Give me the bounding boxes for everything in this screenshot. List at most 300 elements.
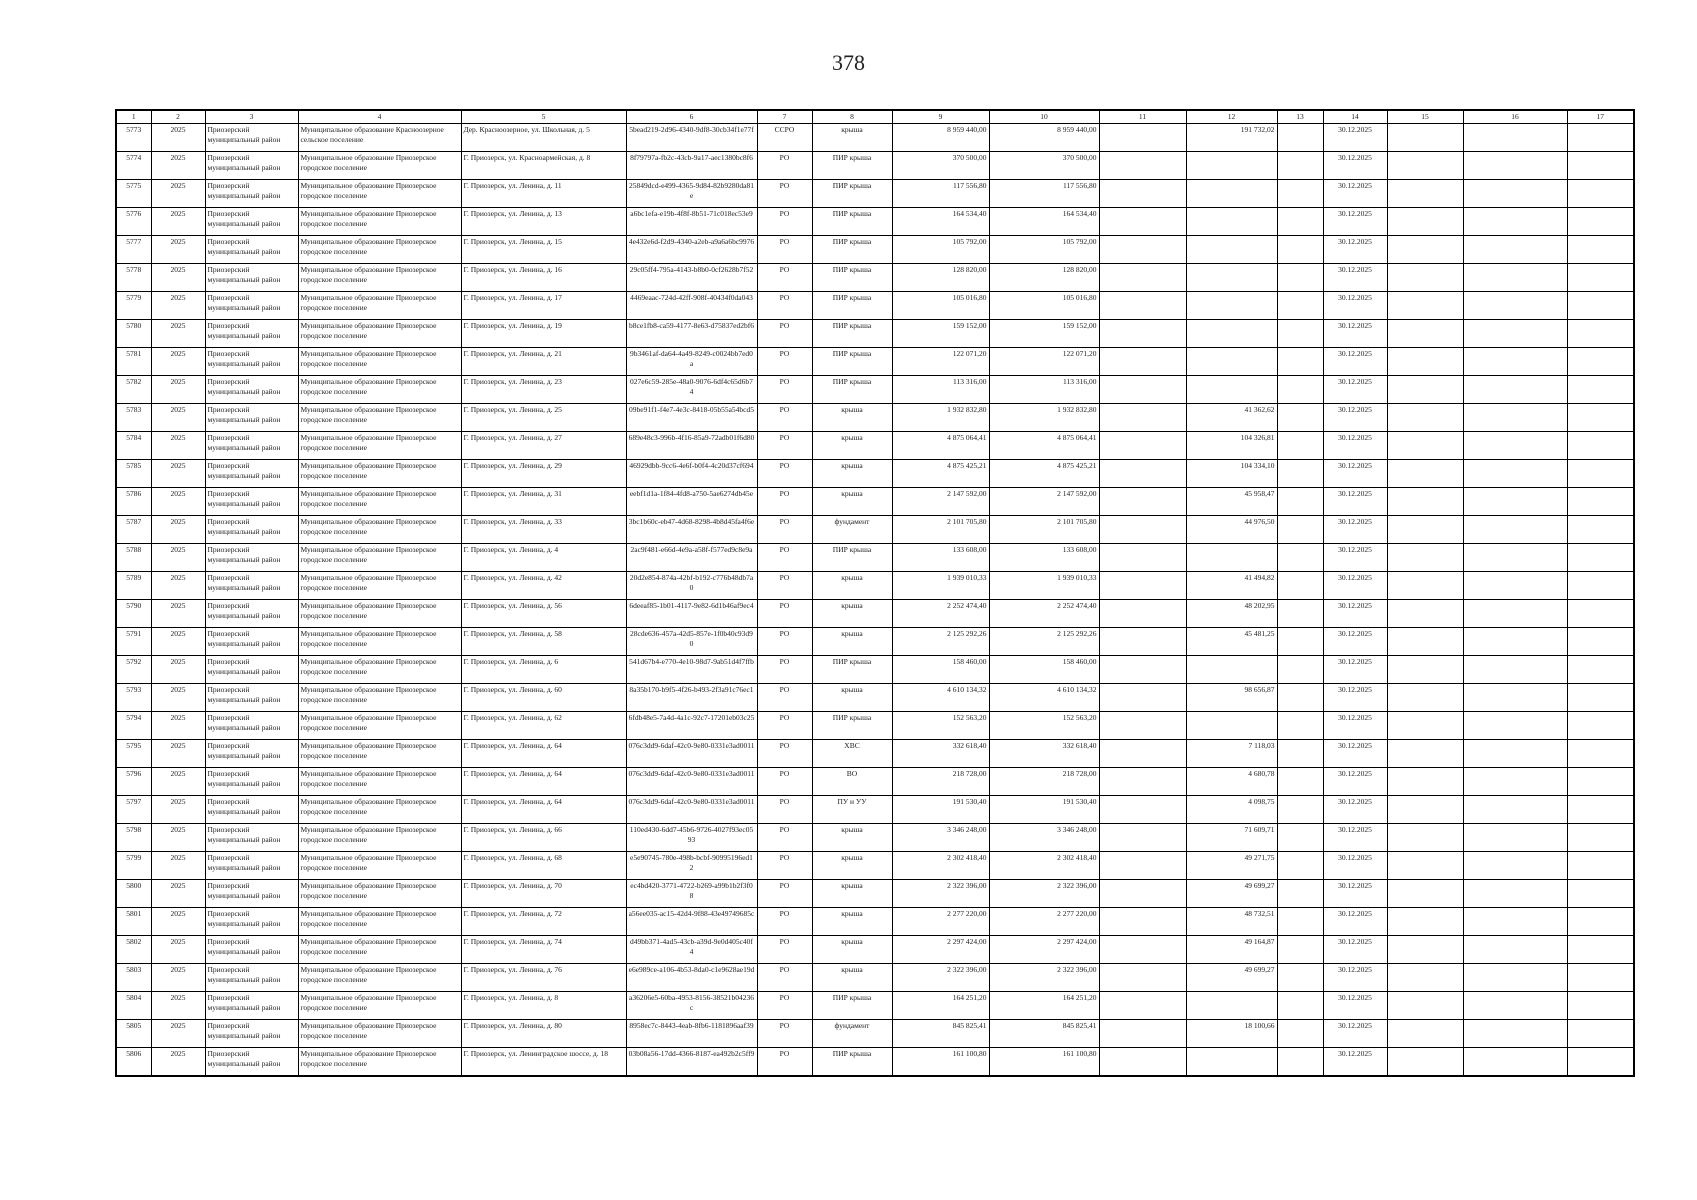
cell-col-16: [1463, 544, 1567, 572]
cell-cost-total: 1 932 832,80: [892, 404, 989, 432]
cell-type: РО: [757, 600, 812, 628]
cell-cost-col-11: [1099, 572, 1186, 600]
table-row: [116, 880, 1634, 908]
cell-year: 2025: [151, 124, 205, 152]
cell-cost-col-12: 71 609,71: [1186, 824, 1277, 852]
cell-type: РО: [757, 1020, 812, 1048]
cell-cost-col-12: [1186, 348, 1277, 376]
column-header-16: 16: [1463, 110, 1567, 124]
cell-address: Г. Приозерск, ул. Ленина, д. 64: [461, 796, 626, 824]
cell-cost-total: 4 875 064,41: [892, 432, 989, 460]
cell-municipality: Муниципальное образование Приозерское городское поселение: [298, 880, 461, 908]
cell-cost-col-13: [1277, 264, 1323, 292]
cell-cost-total: 845 825,41: [892, 1020, 989, 1048]
cell-cost-fund: 4 875 064,41: [989, 432, 1099, 460]
cell-col-16: [1463, 880, 1567, 908]
cell-municipality: Муниципальное образование Приозерское городское поселение: [298, 544, 461, 572]
cell-cost-total: 2 101 705,80: [892, 516, 989, 544]
cell-type: РО: [757, 516, 812, 544]
table-row: [116, 488, 1634, 516]
cell-cost-total: 133 608,00: [892, 544, 989, 572]
cell-col-17: [1567, 936, 1634, 964]
table-row: [116, 712, 1634, 740]
table-row: [116, 628, 1634, 656]
cell-municipality: Муниципальное образование Приозерское городское поселение: [298, 516, 461, 544]
cell-cost-col-12: [1186, 208, 1277, 236]
cell-year: 2025: [151, 880, 205, 908]
cell-cost-col-12: 45 481,25: [1186, 628, 1277, 656]
cell-district: Приозерский муниципальный район: [205, 208, 298, 236]
column-header-5: 5: [461, 110, 626, 124]
cell-cost-col-11: [1099, 376, 1186, 404]
cell-cost-col-12: 48 202,95: [1186, 600, 1277, 628]
cell-cost-col-11: [1099, 404, 1186, 432]
cell-cost-total: 370 500,00: [892, 152, 989, 180]
table-row: [116, 740, 1634, 768]
cell-work-type: ПИР крыша: [812, 152, 892, 180]
cell-type: РО: [757, 236, 812, 264]
cell-work-type: крыша: [812, 432, 892, 460]
cell-row-number: 5774: [116, 152, 151, 180]
cell-municipality: Муниципальное образование Приозерское городское поселение: [298, 404, 461, 432]
cell-col-17: [1567, 348, 1634, 376]
cell-cost-col-11: [1099, 656, 1186, 684]
cell-cost-col-12: 41 494,82: [1186, 572, 1277, 600]
cell-cost-col-12: 48 732,51: [1186, 908, 1277, 936]
cell-house-guid: 3bc1b60c-eb47-4d68-8298-4b8d45fa4f6e: [626, 516, 757, 544]
cell-cost-fund: 133 608,00: [989, 544, 1099, 572]
cell-year: 2025: [151, 600, 205, 628]
cell-col-17: [1567, 152, 1634, 180]
cell-col-16: [1463, 404, 1567, 432]
cell-col-17: [1567, 460, 1634, 488]
cell-cost-total: 159 152,00: [892, 320, 989, 348]
cell-district: Приозерский муниципальный район: [205, 376, 298, 404]
table-row: [116, 600, 1634, 628]
cell-house-guid: d49bb371-4ad5-43cb-a39d-9e0d405c40f4: [626, 936, 757, 964]
cell-col-15: [1387, 852, 1463, 880]
cell-cost-col-11: [1099, 348, 1186, 376]
cell-type: РО: [757, 152, 812, 180]
cell-house-guid: 076c3dd9-6daf-42c0-9e80-0331e3ad0011: [626, 740, 757, 768]
cell-cost-total: 122 071,20: [892, 348, 989, 376]
cell-cost-col-11: [1099, 488, 1186, 516]
cell-row-number: 5802: [116, 936, 151, 964]
cell-house-guid: a36206e5-60ba-4953-8156-38521b04236c: [626, 992, 757, 1020]
cell-col-15: [1387, 152, 1463, 180]
cell-district: Приозерский муниципальный район: [205, 516, 298, 544]
cell-deadline-date: 30.12.2025: [1323, 852, 1387, 880]
cell-house-guid: 4e432e6d-f2d9-4340-a2eb-a9a6a6bc9976: [626, 236, 757, 264]
cell-deadline-date: 30.12.2025: [1323, 208, 1387, 236]
column-header-15: 15: [1387, 110, 1463, 124]
cell-cost-col-13: [1277, 432, 1323, 460]
cell-cost-total: 105 792,00: [892, 236, 989, 264]
register-table: [115, 109, 1635, 1077]
cell-cost-col-12: [1186, 712, 1277, 740]
cell-district: Приозерский муниципальный район: [205, 236, 298, 264]
cell-type: РО: [757, 852, 812, 880]
cell-house-guid: b8ce1fb8-ca59-4177-8e63-d75837ed2bf6: [626, 320, 757, 348]
cell-col-16: [1463, 264, 1567, 292]
cell-col-17: [1567, 740, 1634, 768]
cell-cost-col-13: [1277, 292, 1323, 320]
cell-col-17: [1567, 1020, 1634, 1048]
cell-district: Приозерский муниципальный район: [205, 852, 298, 880]
cell-col-17: [1567, 992, 1634, 1020]
cell-year: 2025: [151, 320, 205, 348]
cell-deadline-date: 30.12.2025: [1323, 768, 1387, 796]
cell-col-17: [1567, 488, 1634, 516]
table-row: [116, 180, 1634, 208]
cell-cost-total: 3 346 248,00: [892, 824, 989, 852]
cell-col-15: [1387, 348, 1463, 376]
cell-cost-col-12: [1186, 1048, 1277, 1077]
cell-cost-col-11: [1099, 460, 1186, 488]
cell-year: 2025: [151, 1048, 205, 1077]
cell-house-guid: 9b3461af-da64-4a49-8249-c0024bb7ed0a: [626, 348, 757, 376]
cell-address: Г. Приозерск, ул. Ленина, д. 13: [461, 208, 626, 236]
cell-col-16: [1463, 1048, 1567, 1077]
cell-cost-col-11: [1099, 264, 1186, 292]
table-row: [116, 852, 1634, 880]
cell-district: Приозерский муниципальный район: [205, 824, 298, 852]
cell-year: 2025: [151, 488, 205, 516]
cell-col-16: [1463, 152, 1567, 180]
cell-deadline-date: 30.12.2025: [1323, 432, 1387, 460]
cell-municipality: Муниципальное образование Приозерское городское поселение: [298, 964, 461, 992]
cell-col-16: [1463, 376, 1567, 404]
cell-cost-col-13: [1277, 544, 1323, 572]
cell-district: Приозерский муниципальный район: [205, 404, 298, 432]
cell-year: 2025: [151, 936, 205, 964]
cell-district: Приозерский муниципальный район: [205, 488, 298, 516]
cell-deadline-date: 30.12.2025: [1323, 180, 1387, 208]
cell-col-16: [1463, 572, 1567, 600]
cell-cost-col-13: [1277, 908, 1323, 936]
table-row: [116, 1020, 1634, 1048]
cell-district: Приозерский муниципальный район: [205, 1048, 298, 1077]
cell-deadline-date: 30.12.2025: [1323, 292, 1387, 320]
cell-cost-col-13: [1277, 768, 1323, 796]
cell-address: Г. Приозерск, ул. Ленина, д. 58: [461, 628, 626, 656]
column-header-14: 14: [1323, 110, 1387, 124]
cell-year: 2025: [151, 516, 205, 544]
cell-deadline-date: 30.12.2025: [1323, 600, 1387, 628]
cell-address: Г. Приозерск, ул. Ленина, д. 4: [461, 544, 626, 572]
table-row: [116, 572, 1634, 600]
cell-cost-col-13: [1277, 1048, 1323, 1077]
cell-address: Г. Приозерск, ул. Ленина, д. 8: [461, 992, 626, 1020]
cell-col-17: [1567, 516, 1634, 544]
cell-cost-total: 113 316,00: [892, 376, 989, 404]
cell-col-15: [1387, 404, 1463, 432]
cell-row-number: 5796: [116, 768, 151, 796]
cell-year: 2025: [151, 684, 205, 712]
cell-cost-col-11: [1099, 320, 1186, 348]
cell-work-type: ПУ и УУ: [812, 796, 892, 824]
cell-cost-col-11: [1099, 124, 1186, 152]
cell-row-number: 5784: [116, 432, 151, 460]
cell-house-guid: 4469eaac-724d-42ff-908f-40434f0da043: [626, 292, 757, 320]
cell-address: Г. Приозерск, ул. Ленина, д. 33: [461, 516, 626, 544]
cell-district: Приозерский муниципальный район: [205, 152, 298, 180]
cell-cost-fund: 158 460,00: [989, 656, 1099, 684]
cell-cost-total: 2 125 292,26: [892, 628, 989, 656]
cell-house-guid: 46929dbb-9cc6-4e6f-b0f4-4c20d37cf694: [626, 460, 757, 488]
cell-row-number: 5782: [116, 376, 151, 404]
column-header-17: 17: [1567, 110, 1634, 124]
cell-cost-col-12: 104 334,10: [1186, 460, 1277, 488]
cell-address: Г. Приозерск, ул. Ленина, д. 42: [461, 572, 626, 600]
cell-municipality: Муниципальное образование Приозерское городское поселение: [298, 768, 461, 796]
cell-address: Г. Приозерск, ул. Ленина, д. 23: [461, 376, 626, 404]
cell-col-16: [1463, 1020, 1567, 1048]
cell-cost-col-12: 104 326,81: [1186, 432, 1277, 460]
cell-work-type: крыша: [812, 572, 892, 600]
cell-municipality: Муниципальное образование Приозерское городское поселение: [298, 1020, 461, 1048]
cell-col-15: [1387, 460, 1463, 488]
cell-type: РО: [757, 460, 812, 488]
cell-work-type: крыша: [812, 684, 892, 712]
cell-col-16: [1463, 656, 1567, 684]
cell-district: Приозерский муниципальный район: [205, 880, 298, 908]
cell-house-guid: 027e6c59-285e-48a0-9076-6df4c65d6b74: [626, 376, 757, 404]
cell-cost-col-13: [1277, 656, 1323, 684]
cell-address: Г. Приозерск, ул. Ленина, д. 19: [461, 320, 626, 348]
cell-deadline-date: 30.12.2025: [1323, 684, 1387, 712]
cell-col-17: [1567, 684, 1634, 712]
cell-address: Г. Приозерск, ул. Ленинградское шоссе, д. 18: [461, 1048, 626, 1077]
cell-type: РО: [757, 936, 812, 964]
cell-type: РО: [757, 684, 812, 712]
cell-cost-col-11: [1099, 628, 1186, 656]
cell-col-15: [1387, 908, 1463, 936]
cell-row-number: 5805: [116, 1020, 151, 1048]
cell-cost-col-11: [1099, 180, 1186, 208]
cell-year: 2025: [151, 656, 205, 684]
cell-work-type: крыша: [812, 460, 892, 488]
cell-row-number: 5801: [116, 908, 151, 936]
cell-address: Г. Приозерск, ул. Ленина, д. 21: [461, 348, 626, 376]
cell-deadline-date: 30.12.2025: [1323, 880, 1387, 908]
cell-type: РО: [757, 992, 812, 1020]
cell-col-17: [1567, 572, 1634, 600]
cell-house-guid: 5bead219-2d96-4340-9df8-30cb34f1e77f: [626, 124, 757, 152]
cell-deadline-date: 30.12.2025: [1323, 544, 1387, 572]
cell-municipality: Муниципальное образование Приозерское городское поселение: [298, 628, 461, 656]
cell-type: РО: [757, 712, 812, 740]
cell-col-15: [1387, 1020, 1463, 1048]
page-number: 378: [832, 50, 865, 75]
cell-work-type: крыша: [812, 124, 892, 152]
cell-cost-col-11: [1099, 824, 1186, 852]
cell-work-type: крыша: [812, 488, 892, 516]
cell-deadline-date: 30.12.2025: [1323, 320, 1387, 348]
table-row: [116, 768, 1634, 796]
table-row: [116, 264, 1634, 292]
cell-year: 2025: [151, 460, 205, 488]
cell-work-type: крыша: [812, 908, 892, 936]
cell-cost-col-11: [1099, 1020, 1186, 1048]
cell-cost-fund: 2 322 396,00: [989, 880, 1099, 908]
cell-col-15: [1387, 656, 1463, 684]
cell-cost-fund: 1 939 010,33: [989, 572, 1099, 600]
cell-cost-total: 2 322 396,00: [892, 964, 989, 992]
cell-work-type: ПИР крыша: [812, 208, 892, 236]
cell-type: ССРО: [757, 124, 812, 152]
column-header-11: 11: [1099, 110, 1186, 124]
cell-deadline-date: 30.12.2025: [1323, 1020, 1387, 1048]
cell-year: 2025: [151, 824, 205, 852]
cell-col-16: [1463, 180, 1567, 208]
cell-district: Приозерский муниципальный район: [205, 796, 298, 824]
cell-district: Приозерский муниципальный район: [205, 320, 298, 348]
cell-cost-fund: 845 825,41: [989, 1020, 1099, 1048]
cell-col-17: [1567, 908, 1634, 936]
cell-row-number: 5791: [116, 628, 151, 656]
cell-cost-col-11: [1099, 768, 1186, 796]
cell-district: Приозерский муниципальный район: [205, 628, 298, 656]
cell-house-guid: e6e989ce-a106-4b53-8da0-c1e9628ae19d: [626, 964, 757, 992]
cell-row-number: 5794: [116, 712, 151, 740]
cell-type: РО: [757, 208, 812, 236]
cell-address: Г. Приозерск, ул. Ленина, д. 70: [461, 880, 626, 908]
cell-cost-fund: 152 563,20: [989, 712, 1099, 740]
cell-cost-fund: 3 346 248,00: [989, 824, 1099, 852]
cell-cost-fund: 122 071,20: [989, 348, 1099, 376]
cell-house-guid: 6fdb48e5-7a4d-4a1c-92c7-17201eb03c25: [626, 712, 757, 740]
cell-cost-col-11: [1099, 936, 1186, 964]
cell-municipality: Муниципальное образование Приозерское городское поселение: [298, 488, 461, 516]
cell-cost-col-12: [1186, 236, 1277, 264]
cell-cost-col-12: [1186, 292, 1277, 320]
cell-cost-fund: 105 792,00: [989, 236, 1099, 264]
cell-municipality: Муниципальное образование Приозерское городское поселение: [298, 320, 461, 348]
cell-work-type: ПИР крыша: [812, 1048, 892, 1077]
cell-year: 2025: [151, 740, 205, 768]
cell-cost-col-12: 98 656,87: [1186, 684, 1277, 712]
cell-col-17: [1567, 320, 1634, 348]
cell-year: 2025: [151, 264, 205, 292]
cell-col-15: [1387, 628, 1463, 656]
cell-col-15: [1387, 936, 1463, 964]
cell-cost-col-13: [1277, 712, 1323, 740]
table-row: [116, 404, 1634, 432]
column-header-7: 7: [757, 110, 812, 124]
cell-year: 2025: [151, 964, 205, 992]
cell-address: Г. Приозерск, ул. Ленина, д. 76: [461, 964, 626, 992]
cell-district: Приозерский муниципальный район: [205, 124, 298, 152]
cell-cost-col-11: [1099, 600, 1186, 628]
cell-type: РО: [757, 880, 812, 908]
cell-house-guid: 03b08a56-17dd-4366-8187-ea492b2c5ff9: [626, 1048, 757, 1077]
cell-cost-total: 2 297 424,00: [892, 936, 989, 964]
cell-work-type: ПИР крыша: [812, 656, 892, 684]
cell-work-type: крыша: [812, 880, 892, 908]
cell-col-17: [1567, 852, 1634, 880]
cell-district: Приозерский муниципальный район: [205, 964, 298, 992]
table-body: [116, 124, 1634, 1077]
cell-cost-fund: 218 728,00: [989, 768, 1099, 796]
cell-house-guid: e5e90745-780e-498b-bcbf-90995196ed12: [626, 852, 757, 880]
column-header-4: 4: [298, 110, 461, 124]
header-row: [116, 110, 1634, 124]
table-row: [116, 152, 1634, 180]
table-row: [116, 208, 1634, 236]
cell-district: Приозерский муниципальный район: [205, 712, 298, 740]
cell-year: 2025: [151, 768, 205, 796]
cell-col-16: [1463, 768, 1567, 796]
cell-row-number: 5780: [116, 320, 151, 348]
cell-cost-col-12: [1186, 544, 1277, 572]
cell-cost-col-13: [1277, 124, 1323, 152]
cell-work-type: ВО: [812, 768, 892, 796]
cell-house-guid: 2ac9f481-e66d-4e9a-a58f-f577ed9c8e9a: [626, 544, 757, 572]
cell-municipality: Муниципальное образование Приозерское городское поселение: [298, 1048, 461, 1077]
cell-col-16: [1463, 684, 1567, 712]
cell-address: Г. Приозерск, ул. Ленина, д. 68: [461, 852, 626, 880]
cell-row-number: 5797: [116, 796, 151, 824]
cell-house-guid: a6bc1efa-e19b-4f8f-8b51-71c018ec53e9: [626, 208, 757, 236]
cell-deadline-date: 30.12.2025: [1323, 964, 1387, 992]
cell-cost-col-11: [1099, 880, 1186, 908]
cell-cost-col-13: [1277, 1020, 1323, 1048]
cell-col-17: [1567, 656, 1634, 684]
table-row: [116, 1048, 1634, 1077]
cell-row-number: 5783: [116, 404, 151, 432]
cell-cost-col-12: 7 118,03: [1186, 740, 1277, 768]
cell-year: 2025: [151, 376, 205, 404]
cell-col-17: [1567, 432, 1634, 460]
cell-col-17: [1567, 712, 1634, 740]
cell-type: РО: [757, 544, 812, 572]
cell-district: Приозерский муниципальный район: [205, 908, 298, 936]
cell-house-guid: 541d67b4-e770-4e10-98d7-9ab51d4f7ffb: [626, 656, 757, 684]
cell-deadline-date: 30.12.2025: [1323, 992, 1387, 1020]
cell-col-15: [1387, 180, 1463, 208]
cell-year: 2025: [151, 712, 205, 740]
cell-type: РО: [757, 768, 812, 796]
cell-year: 2025: [151, 628, 205, 656]
cell-year: 2025: [151, 236, 205, 264]
cell-col-15: [1387, 572, 1463, 600]
table-row: [116, 376, 1634, 404]
table-row: [116, 460, 1634, 488]
cell-cost-total: 8 959 440,00: [892, 124, 989, 152]
cell-deadline-date: 30.12.2025: [1323, 1048, 1387, 1077]
cell-col-16: [1463, 236, 1567, 264]
cell-deadline-date: 30.12.2025: [1323, 124, 1387, 152]
cell-cost-fund: 1 932 832,80: [989, 404, 1099, 432]
cell-work-type: ПИР крыша: [812, 376, 892, 404]
cell-cost-total: 161 100,80: [892, 1048, 989, 1077]
cell-type: РО: [757, 796, 812, 824]
cell-col-16: [1463, 348, 1567, 376]
cell-municipality: Муниципальное образование Приозерское городское поселение: [298, 600, 461, 628]
cell-deadline-date: 30.12.2025: [1323, 572, 1387, 600]
cell-address: Г. Приозерск, ул. Ленина, д. 17: [461, 292, 626, 320]
cell-cost-col-12: 45 958,47: [1186, 488, 1277, 516]
cell-col-15: [1387, 320, 1463, 348]
cell-row-number: 5789: [116, 572, 151, 600]
cell-type: РО: [757, 376, 812, 404]
column-header-13: 13: [1277, 110, 1323, 124]
cell-col-15: [1387, 992, 1463, 1020]
cell-cost-col-12: 191 732,02: [1186, 124, 1277, 152]
cell-cost-col-13: [1277, 628, 1323, 656]
cell-work-type: ПИР крыша: [812, 992, 892, 1020]
